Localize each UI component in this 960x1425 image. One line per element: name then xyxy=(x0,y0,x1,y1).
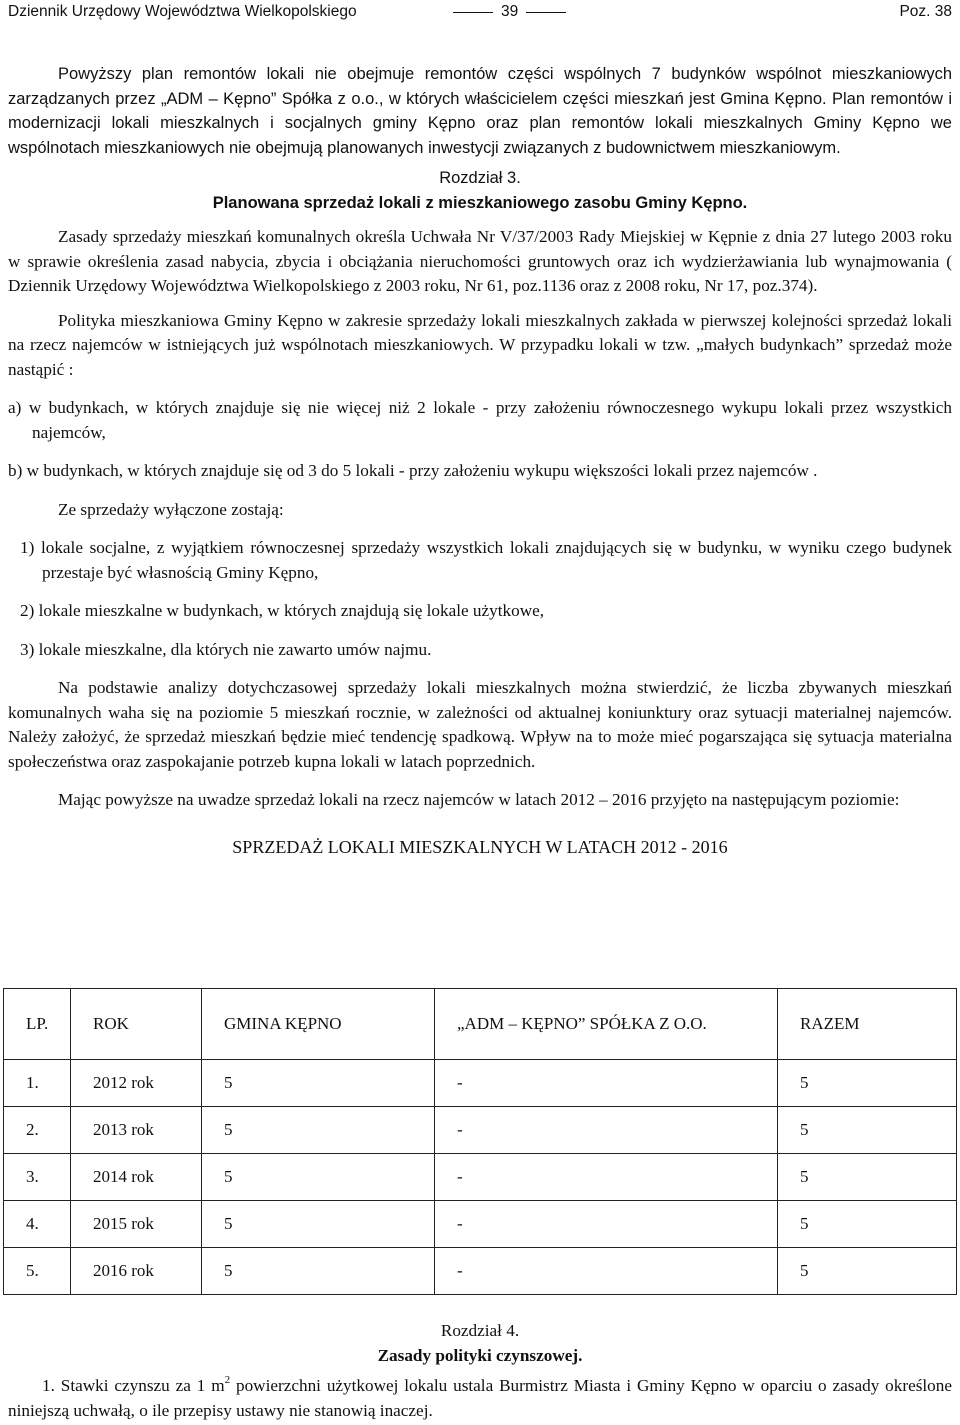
sales-table xyxy=(3,988,957,1295)
cell-gmina: 5 xyxy=(202,1248,435,1295)
header-year: ROK xyxy=(71,989,202,1060)
chapter-4-section xyxy=(8,1319,952,1423)
cell-gmina: 5 xyxy=(202,1107,435,1154)
cell-adm: - xyxy=(435,1060,778,1107)
cell-total: 5 xyxy=(778,1107,957,1154)
rent-text-start: 1. Stawki czynszu za 1 m xyxy=(42,1376,225,1395)
rent-text-end: powierzchni użytkowej lokalu ustala Burmistrz Miasta i Gminy Kępno w oparciu o zasady określone niniejszą uchwałą, o ile przepisy ustawy nie stanowią inaczej. xyxy=(8,1376,952,1420)
paragraph-housing-policy: Polityka mieszkaniowa Gminy Kępno w zakresie sprzedaży lokali mieszkalnych zakłada w pierwszej kolejności sprzedaż lokali na rzecz najemców w istniejących już wspólnotach mieszkaniowych. W przypadku lokali w tzw. „małych budynkach” sprzedaż może nastąpić : xyxy=(8,310,952,379)
chapter-3-title: Planowana sprzedaż lokali z mieszkaniowego zasobu Gminy Kępno. xyxy=(212,193,748,212)
position-number: Poz. 38 xyxy=(899,3,952,20)
cell-gmina: 5 xyxy=(202,1201,435,1248)
dash-left xyxy=(453,12,493,13)
cell-lp: 4. xyxy=(4,1201,71,1248)
paragraph-plan-scope: Plan remontów i modernizacji lokali mieszkalnych i socjalnych gminy Kępno oraz plan remontów lokali mieszkalnych Gminy Kępno we wspólnotach mieszkaniowych nie obejmują planowanych inwestycji związanych z budownictwem mieszkaniowym. xyxy=(8,89,952,157)
cell-total: 5 xyxy=(778,1248,957,1295)
list-item-b: b) w budynkach, w których znajduje się od 3 do 5 lokali - przy założeniu wykupu większości lokali przez najemców . xyxy=(8,461,818,480)
page-header xyxy=(8,0,952,20)
page-number xyxy=(445,0,574,25)
cell-total: 5 xyxy=(778,1060,957,1107)
cell-lp: 1. xyxy=(4,1060,71,1107)
table-header-row xyxy=(4,989,957,1060)
paragraph-common-parts xyxy=(8,62,952,160)
excluded-item-2: 2) lokale mieszkalne w budynkach, w których znajdują się lokale użytkowe, xyxy=(20,601,545,620)
cell-year: 2016 rok xyxy=(71,1248,202,1295)
dash-right xyxy=(526,12,566,13)
header-lp: LP. xyxy=(4,989,71,1060)
table-row xyxy=(4,1107,957,1154)
page-number-text: 39 xyxy=(501,3,519,20)
header-total: RAZEM xyxy=(778,989,957,1060)
cell-total: 5 xyxy=(778,1201,957,1248)
square-superscript: 2 xyxy=(224,1374,231,1386)
cell-adm: - xyxy=(435,1201,778,1248)
page-body xyxy=(8,62,952,859)
table-row xyxy=(4,1154,957,1201)
cell-adm: - xyxy=(435,1107,778,1154)
chapter-3-label: Rozdział 3. xyxy=(439,169,521,187)
cell-total: 5 xyxy=(778,1154,957,1201)
chapter-4-title: Zasady polityki czynszowej. xyxy=(377,1345,583,1365)
excluded-intro: Ze sprzedaży wyłączone zostają: xyxy=(58,499,284,519)
paragraph-common-parts-text: Powyższy plan remontów lokali nie obejmuje remontów części wspólnych 7 budynków wspólnot mieszkaniowych zarządzanych przez „ADM – Kępno” Spółka z o.o., w których właścicielem części mieszkań jest Gmina Kępno. xyxy=(8,65,952,108)
cell-gmina: 5 xyxy=(202,1154,435,1201)
cell-gmina: 5 xyxy=(202,1060,435,1107)
paragraph-sale-rules: Zasady sprzedaży mieszkań komunalnych określa Uchwała Nr V/37/2003 Rady Miejskiej w Kępnie z dnia 27 lutego 2003 roku w sprawie określenia zasad nabycia, zbycia i obciążania nieruchomości gruntowych oraz ich wydzierżawiania lub wynajmowania ( Dziennik Urzędowy Województwa Wielkopolskiego z 2003 roku, Nr 61, poz.1136 oraz z 2008 roku, Nr 17, poz.374). xyxy=(8,227,952,295)
cell-year: 2013 rok xyxy=(71,1107,202,1154)
cell-adm: - xyxy=(435,1154,778,1201)
table-title: SPRZEDAŻ LOKALI MIESZKALNYCH W LATACH 2012 - 2016 xyxy=(232,836,728,857)
cell-lp: 3. xyxy=(4,1154,71,1201)
cell-year: 2014 rok xyxy=(71,1154,202,1201)
table-row xyxy=(4,1201,957,1248)
cell-year: 2015 rok xyxy=(71,1201,202,1248)
paragraph-sales-analysis: Na podstawie analizy dotychczasowej sprzedaży lokali mieszkalnych można stwierdzić, że liczba zbywanych mieszkań komunalnych waha się na poziomie 5 mieszkań rocznie, w zależności od aktualnej koniunktury oraz sytuacji materialnej najemców. Należy założyć, że sprzedaż mieszkań będzie mieć tendencję spadkową. Wpływ na to może mieć pogarszająca się sytuacja materialna społeczeństwa oraz zaspokajanie potrzeb kupna lokali w latach poprzednich. xyxy=(8,678,952,771)
header-adm: „ADM – KĘPNO” SPÓŁKA Z O.O. xyxy=(435,989,778,1060)
table-row xyxy=(4,1060,957,1107)
cell-lp: 5. xyxy=(4,1248,71,1295)
list-item-a: a) w budynkach, w których znajduje się nie więcej niż 2 lokale - przy założeniu równoczesnego wykupu lokali przez wszystkich najemców, xyxy=(8,398,952,442)
table-row xyxy=(4,1248,957,1295)
header-gmina: GMINA KĘPNO xyxy=(202,989,435,1060)
cell-adm: - xyxy=(435,1248,778,1295)
chapter-4-paragraph-1 xyxy=(8,1374,952,1423)
journal-title: Dziennik Urzędowy Województwa Wielkopolskiego xyxy=(8,3,357,20)
cell-year: 2012 rok xyxy=(71,1060,202,1107)
chapter-4-label: Rozdział 4. xyxy=(440,1321,520,1340)
excluded-item-1: 1) lokale socjalne, z wyjątkiem równoczesnej sprzedaży wszystkich lokali znajdujących się w budynku, w wyniku czego budynek przestaje być własnością Gminy Kępno, xyxy=(20,538,952,582)
cell-lp: 2. xyxy=(4,1107,71,1154)
paragraph-sales-plan: Mając powyższe na uwadze sprzedaż lokali na rzecz najemców w latach 2012 – 2016 przyjęto na następującym poziomie: xyxy=(58,790,900,809)
excluded-item-3: 3) lokale mieszkalne, dla których nie zawarto umów najmu. xyxy=(20,639,432,659)
